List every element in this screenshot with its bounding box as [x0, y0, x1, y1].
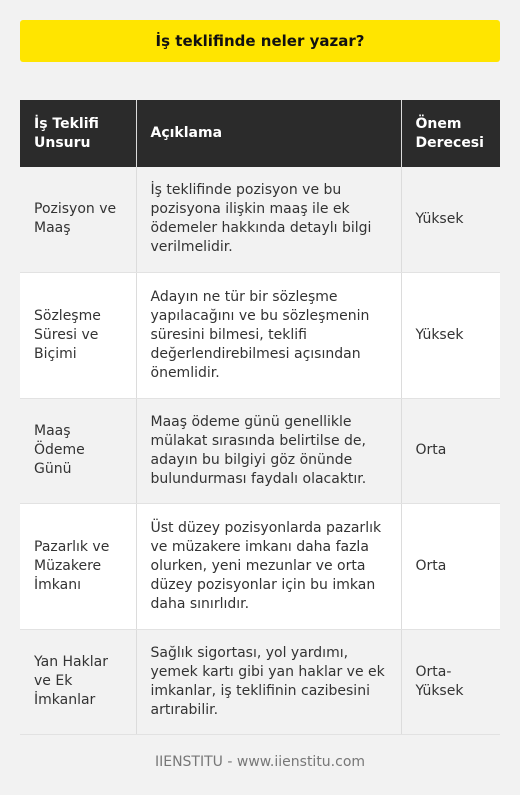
table-row: [20, 167, 500, 272]
cell-importance: Yüksek: [401, 167, 500, 272]
title-banner: [20, 20, 500, 62]
cell-description: Maaş ödeme günü genellikle mülakat sırasında belirtilse de, adayın bu bilgiyi göz önünde bulundurması faydalı olacaktır.: [136, 398, 401, 503]
cell-importance: Orta-Yüksek: [401, 629, 500, 734]
footer-credit: IIENSTITU - www.iienstitu.com: [154, 754, 366, 770]
header-importance: Önem Derecesi: [401, 100, 500, 167]
header-element: İş Teklifi Unsuru: [20, 100, 136, 167]
cell-description: İş teklifinde pozisyon ve bu pozisyona ilişkin maaş ile ek ödemeler hakkında detaylı bilgi verilmelidir.: [136, 167, 401, 272]
cell-element: Yan Haklar ve Ek İmkanlar: [20, 629, 136, 734]
header-description: Açıklama: [136, 100, 401, 167]
table-row: [20, 503, 500, 629]
cell-element: Maaş Ödeme Günü: [20, 398, 136, 503]
offer-table: [20, 100, 500, 735]
cell-importance: Orta: [401, 503, 500, 629]
cell-importance: Yüksek: [401, 272, 500, 398]
cell-element: Pazarlık ve Müzakere İmkanı: [20, 503, 136, 629]
table-row: [20, 398, 500, 503]
cell-importance: Orta: [401, 398, 500, 503]
table-header-row: [20, 100, 500, 167]
cell-description: Adayın ne tür bir sözleşme yapılacağını ve bu sözleşmenin süresini bilmesi, teklifi değerlendirebilmesi açısından önemlidir.: [136, 272, 401, 398]
table-row: [20, 629, 500, 734]
page-title: İş teklifinde neler yazar?: [155, 32, 365, 50]
table-row: [20, 272, 500, 398]
cell-element: Pozisyon ve Maaş: [20, 167, 136, 272]
cell-element: Sözleşme Süresi ve Biçimi: [20, 272, 136, 398]
cell-description: Sağlık sigortası, yol yardımı, yemek kartı gibi yan haklar ve ek imkanlar, iş teklifinin cazibesini artırabilir.: [136, 629, 401, 734]
cell-description: Üst düzey pozisyonlarda pazarlık ve müzakere imkanı daha fazla olurken, yeni mezunlar ve orta düzey pozisyonlar için bu imkan daha sınırlıdır.: [136, 503, 401, 629]
